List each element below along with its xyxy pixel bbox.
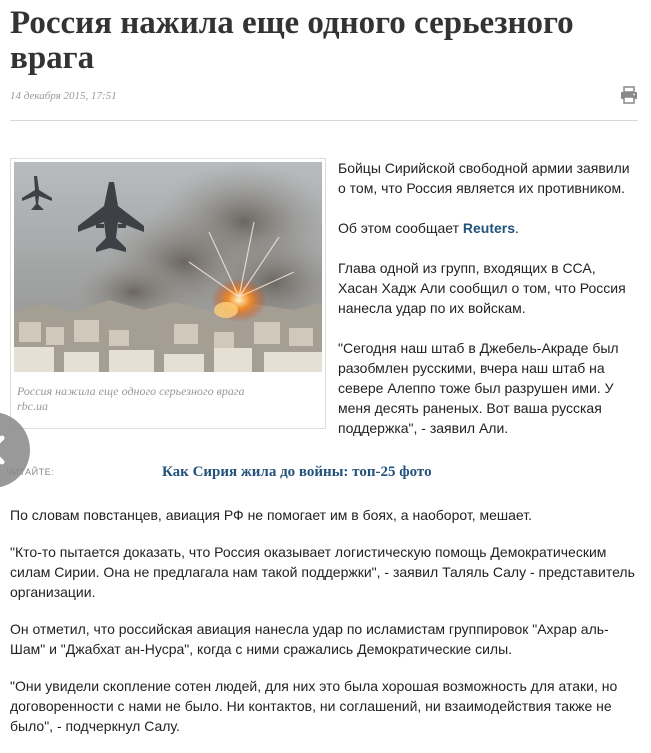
article-title: Россия нажила еще одного серьезного врага bbox=[10, 5, 574, 76]
paragraph: "Сегодня наш штаб в Джебель-Акраде был разобмлен русскими, вчера наш штаб на севере Алеппо тоже был разрушен ими. У меня десять раненых. Вот ваша русская поддержка", - заявил Али. bbox=[338, 340, 619, 436]
caption-text: Россия нажила еще одного серьезного врага bbox=[17, 384, 245, 398]
caption-source: rbc.ua bbox=[17, 399, 48, 413]
printer-icon[interactable] bbox=[620, 86, 638, 104]
header-divider bbox=[10, 120, 638, 121]
article-date: 14 декабря 2015, 17:51 bbox=[10, 90, 117, 102]
article-photo[interactable] bbox=[14, 162, 322, 372]
figure-caption bbox=[17, 384, 245, 414]
source-suffix: . bbox=[515, 220, 519, 236]
paragraph: "Кто-то пытается доказать, что Россия оказывает логистическую помощь Демократическим силам Сирии. Она не предлагала нам такой поддержки", - заявил Таляль Салу - представитель организации. bbox=[10, 544, 635, 600]
article-body bbox=[10, 505, 638, 753]
source-line bbox=[338, 218, 638, 238]
source-prefix: Об этом сообщает bbox=[338, 220, 463, 236]
read-also-link[interactable]: Как Сирия жила до войны: топ-25 фото bbox=[162, 464, 432, 480]
paragraph: По словам повстанцев, авиация РФ не помогает им в боях, а наоборот, мешает. bbox=[10, 507, 532, 523]
paragraph: Он отметил, что российская авиация нанесла удар по исламистам группировок "Ахрар аль-Шам" и "Джабхат ан-Нусра", когда с ними сражались Демократические силы. bbox=[10, 621, 609, 657]
lead-column bbox=[338, 158, 638, 458]
read-also-label: ЧИТАЙТЕ: bbox=[6, 467, 55, 477]
paragraph: Глава одной из групп, входящих в ССА, Хасан Хадж Али сообщил о том, что Россия нанесла удар по их войскам. bbox=[338, 260, 626, 316]
paragraph: "Они увидели скопление сотен людей, для них это была хорошая возможность для атаки, но договоренности с нами не было. Ни контактов, ни соглашений, ни взаимодействия также не было", - подчеркнул Салу. bbox=[10, 678, 618, 734]
paragraph: Бойцы Сирийской свободной армии заявили о том, что Россия является их противником. bbox=[338, 160, 630, 196]
reuters-link[interactable]: Reuters bbox=[462, 220, 516, 236]
